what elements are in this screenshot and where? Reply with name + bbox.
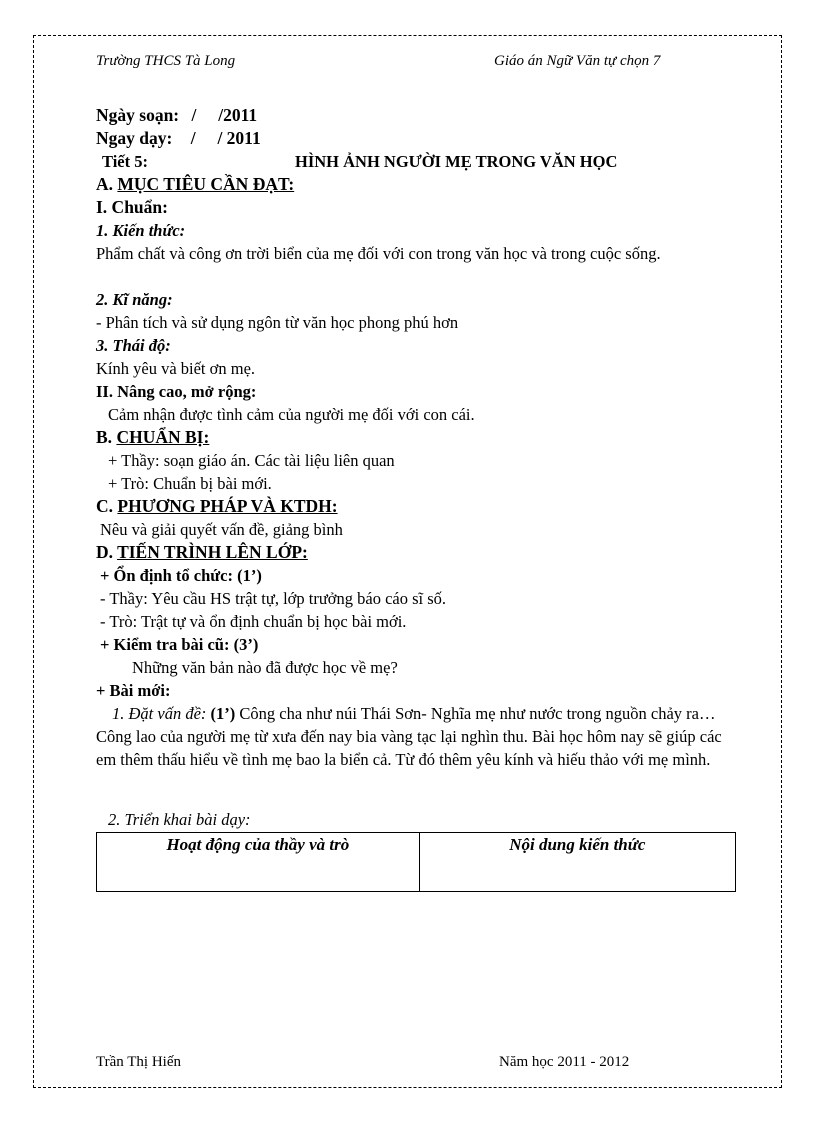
ngay-soan-line: [96, 104, 736, 127]
chuan-heading: I. Chuẩn:: [96, 197, 168, 217]
ngay-soan-label: Ngày soạn:: [96, 105, 180, 125]
table-header-content: Nội dung kiến thức: [419, 833, 735, 892]
lesson-number: Tiết 5:: [102, 152, 148, 171]
ondinh-heading: + Ổn định tổ chức: (1’): [100, 566, 262, 585]
header-school: Trường THCS Tà Long: [96, 53, 236, 69]
datvande-label: 1. Đặt vấn đề:: [112, 704, 207, 723]
section-c-prefix: C.: [96, 496, 118, 516]
thaido-text: Kính yêu và biết ơn mẹ.: [96, 359, 256, 378]
section-c-heading: [96, 495, 736, 518]
section-d-title: TIẾN TRÌNH LÊN LỚP:: [117, 542, 308, 562]
section-b-title: CHUẨN BỊ:: [116, 427, 210, 447]
ondinh-tro: - Trò: Trật tự và ổn định chuẩn bị học bài mới.: [100, 612, 407, 631]
ngay-day-value: / / 2011: [190, 128, 261, 148]
section-a-heading: [96, 173, 736, 196]
section-b-prefix: B.: [96, 427, 117, 447]
header-subject: Giáo án Ngữ Văn tự chọn 7: [494, 53, 661, 69]
nangcao-text: Cảm nhận được tình cảm của người mẹ đối với con cái.: [108, 405, 475, 424]
datvande-paragraph: [96, 702, 736, 794]
page-title: HÌNH ẢNH NGƯỜI MẸ TRONG VĂN HỌC: [295, 152, 618, 171]
thaido-heading: 3. Thái độ:: [96, 336, 171, 355]
kinang-text: - Phân tích và sử dụng ngôn từ văn học phong phú hơn: [96, 313, 459, 332]
nangcao-heading: II. Nâng cao, mở rộng:: [96, 382, 257, 401]
lesson-content: [96, 104, 736, 831]
section-b-heading: [96, 426, 736, 449]
ngay-day-line: [96, 127, 736, 150]
kienthuc-text: Phẩm chất và công ơn trời biển của mẹ đối với con trong văn học và trong cuộc sống.: [96, 244, 661, 263]
ngay-day-label: Ngay dạy:: [96, 128, 173, 148]
table-header-activities: Hoạt động của thầy và trò: [97, 833, 420, 892]
kienthuc-heading: 1. Kiến thức:: [96, 221, 186, 240]
section-c-title: PHƯƠNG PHÁP VÀ KTDH:: [117, 496, 338, 516]
kiemtra-text: Những văn bản nào đã được học về mẹ?: [132, 658, 398, 677]
section-a-title: MỤC TIÊU CẦN ĐẠT:: [117, 174, 295, 194]
phuongphap-text: Nêu và giải quyết vấn đề, giảng bình: [100, 520, 343, 539]
footer-author: Trần Thị Hiến: [96, 1054, 182, 1070]
kinang-heading: 2. Kĩ năng:: [96, 290, 173, 309]
baimoi-heading: + Bài mới:: [96, 681, 171, 700]
datvande-text: Công cha như núi Thái Sơn- Nghĩa mẹ như nước trong nguồn chảy ra… Công lao của người mẹ từ xưa đến nay bia vàng tạc lại nghìn thu. Bài học hôm nay sẽ giúp các em thêm thấu hiểu về tình mẹ bao la biển cả. Từ đó thêm yêu kính và hiếu thảo với mẹ mình.: [96, 704, 722, 769]
lesson-table: [96, 832, 736, 892]
ngay-soan-value: / /2011: [191, 105, 258, 125]
datvande-time: (1’): [210, 704, 236, 723]
title-line: [96, 150, 736, 173]
trienkhai-heading: 2. Triển khai bài dạy:: [108, 810, 251, 829]
section-d-heading: [96, 541, 736, 564]
footer-school-year: Năm học 2011 - 2012: [499, 1054, 630, 1070]
kiemtra-heading: + Kiểm tra bài cũ: (3’): [100, 635, 259, 654]
ondinh-thay: - Thầy: Yêu cầu HS trật tự, lớp trưởng báo cáo sĩ số.: [100, 589, 447, 608]
section-d-prefix: D.: [96, 542, 118, 562]
chuanbi-tro: + Trò: Chuẩn bị bài mới.: [108, 474, 272, 493]
section-a-prefix: A.: [96, 174, 118, 194]
chuanbi-thay: + Thầy: soạn giáo án. Các tài liệu liên quan: [108, 451, 395, 470]
